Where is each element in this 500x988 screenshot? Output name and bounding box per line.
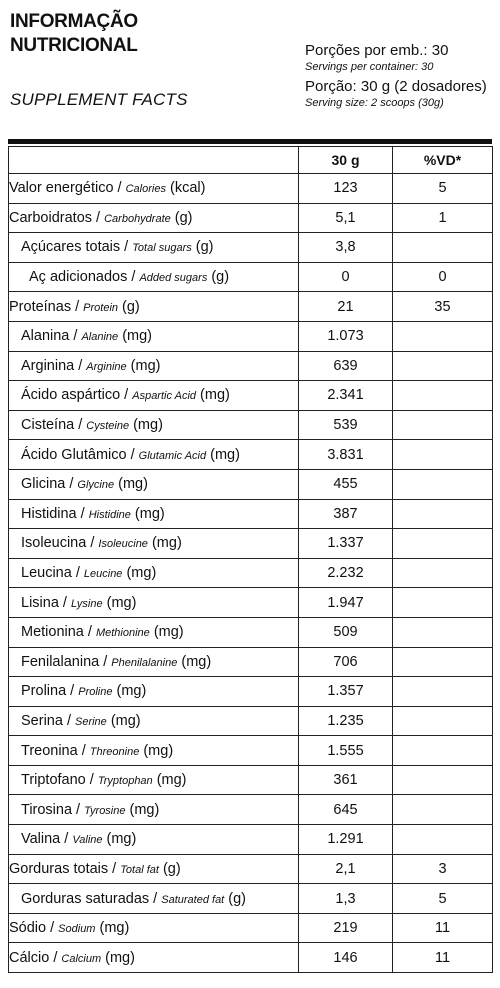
- nutrient-name-pt: Valor energético /: [9, 180, 126, 197]
- nutrient-name: [9, 943, 299, 973]
- table-row: [9, 647, 493, 677]
- nutrient-name-pt: Proteínas /: [9, 298, 84, 315]
- nutrient-name-en: Carbohydrate: [104, 212, 171, 225]
- nutrient-name-pt: Gorduras totais /: [9, 860, 121, 877]
- table-row: [9, 469, 493, 499]
- table-row: [9, 825, 493, 855]
- nutrient-name-en: Protein: [83, 301, 119, 314]
- nutrient-daily-value: 1: [393, 203, 493, 233]
- nutrient-daily-value: 11: [393, 943, 493, 973]
- nutrient-name-en: Aspartic Acid: [132, 390, 197, 403]
- nutrient-amount: 0: [299, 262, 393, 292]
- nutrient-name-pt: Ácido Glutâmico /: [21, 446, 139, 463]
- nutrient-daily-value: 0: [393, 262, 493, 292]
- table-row: [9, 558, 493, 588]
- nutrient-name: [9, 410, 299, 440]
- table-body: [9, 174, 493, 973]
- nutrient-amount: 1.073: [299, 321, 393, 351]
- nutrient-name: [9, 351, 299, 381]
- nutrient-amount: 455: [299, 469, 393, 499]
- nutrient-unit: (g): [207, 269, 230, 286]
- table-row: [9, 588, 493, 618]
- table-row: [9, 203, 493, 233]
- nutrient-unit: (mg): [129, 417, 163, 434]
- nutrient-daily-value: [393, 233, 493, 263]
- nutrient-amount: 1,3: [299, 884, 393, 914]
- nutrient-name-en: Isoleucine: [98, 538, 148, 551]
- nutrient-name-en: Glycine: [77, 479, 115, 492]
- nutrient-unit: (g): [224, 890, 246, 907]
- nutrient-name: [9, 499, 299, 529]
- nutrient-name-en: Valine: [72, 834, 103, 847]
- nutrient-name: [9, 884, 299, 914]
- servings-per-container-pt: Porções por emb.: 30: [305, 42, 449, 59]
- nutrient-name: [9, 765, 299, 795]
- table-row: [9, 262, 493, 292]
- nutrient-unit: (g): [118, 298, 140, 315]
- nutrient-name-en: Sodium: [58, 923, 96, 936]
- nutrient-amount: 146: [299, 943, 393, 973]
- nutrient-name: [9, 677, 299, 707]
- nutrient-amount: 2.341: [299, 381, 393, 411]
- nutrient-name-pt: Sódio /: [9, 920, 59, 937]
- table-row: [9, 706, 493, 736]
- nutrient-name-pt: Valina /: [21, 831, 73, 848]
- nutrient-unit: (mg): [122, 565, 157, 582]
- nutrient-unit: (mg): [101, 949, 135, 966]
- nutrient-name-pt: Lisina /: [21, 594, 71, 611]
- table-row: [9, 943, 493, 973]
- nutrient-daily-value: [393, 677, 493, 707]
- nutrient-unit: (mg): [118, 328, 153, 345]
- nutrient-name-en: Proline: [78, 686, 113, 699]
- nutrient-name-en: Histidine: [88, 508, 131, 521]
- nutrient-daily-value: [393, 588, 493, 618]
- nutrient-name-pt: Prolina /: [21, 683, 79, 700]
- nutrient-name-pt: Fenilalanina /: [21, 653, 112, 670]
- nutrient-daily-value: [393, 529, 493, 559]
- table-row: [9, 381, 493, 411]
- nutrient-name: [9, 321, 299, 351]
- nutrient-amount: 645: [299, 795, 393, 825]
- nutrient-name: [9, 262, 299, 292]
- nutrient-unit: (mg): [147, 535, 182, 552]
- nutrient-name-en: Tryptophan: [97, 775, 153, 788]
- nutrient-unit: (mg): [130, 505, 165, 522]
- nutrient-name-pt: Histidina /: [21, 505, 89, 522]
- nutrient-name: [9, 381, 299, 411]
- nutrient-name: [9, 854, 299, 884]
- nutrient-daily-value: [393, 381, 493, 411]
- nutrient-name: [9, 292, 299, 322]
- serving-size-en: Serving size: 2 scoops (30g): [305, 97, 444, 109]
- nutrient-name-pt: Açúcares totais /: [21, 239, 133, 256]
- table-row: [9, 884, 493, 914]
- nutrient-amount: 361: [299, 765, 393, 795]
- header-amount: 30 g: [299, 147, 393, 174]
- nutrient-name-en: Calories: [125, 183, 166, 196]
- nutrient-unit: (mg): [126, 357, 161, 374]
- nutrient-name-pt: Ácido aspártico /: [21, 387, 133, 404]
- nutrient-unit: (mg): [102, 594, 137, 611]
- nutrient-name: [9, 825, 299, 855]
- nutrient-daily-value: 5: [393, 174, 493, 204]
- nutrient-amount: 1.337: [299, 529, 393, 559]
- nutrient-daily-value: 3: [393, 854, 493, 884]
- nutrient-unit: (mg): [177, 653, 212, 670]
- nutrient-amount: 5,1: [299, 203, 393, 233]
- nutrient-name: [9, 529, 299, 559]
- nutrient-name-en: Glutamic Acid: [138, 449, 207, 462]
- nutrient-name-pt: Carboidratos /: [9, 209, 105, 226]
- table-row: [9, 795, 493, 825]
- nutrient-unit: (g): [158, 860, 181, 877]
- serving-info: [305, 42, 500, 114]
- nutrient-name-en: Tyrosine: [84, 804, 126, 817]
- nutrient-name-en: Lysine: [70, 597, 103, 610]
- nutrient-daily-value: [393, 469, 493, 499]
- nutrient-unit: (g): [191, 239, 214, 256]
- nutrient-daily-value: [393, 736, 493, 766]
- nutrient-amount: 3,8: [299, 233, 393, 263]
- nutrient-unit: (g): [170, 209, 193, 226]
- nutrient-name: [9, 706, 299, 736]
- nutrient-daily-value: [393, 825, 493, 855]
- nutrient-name-pt: Glicina /: [21, 476, 78, 493]
- nutrient-unit: (mg): [102, 831, 137, 848]
- nutrient-daily-value: 11: [393, 913, 493, 943]
- header-divider: [8, 139, 492, 144]
- table-row: [9, 529, 493, 559]
- nutrient-name-pt: Gorduras saturadas /: [21, 890, 162, 907]
- nutrient-amount: 706: [299, 647, 393, 677]
- nutrient-name-pt: Leucina /: [21, 565, 84, 582]
- nutrient-name: [9, 203, 299, 233]
- nutrient-name-pt: Aç adicionados /: [29, 269, 140, 286]
- nutrient-name-en: Phenilalanine: [111, 656, 178, 669]
- nutrient-daily-value: [393, 321, 493, 351]
- nutrient-amount: 1.235: [299, 706, 393, 736]
- nutrient-daily-value: 5: [393, 884, 493, 914]
- nutrient-name-en: Threonine: [89, 745, 140, 758]
- nutrient-amount: 1.357: [299, 677, 393, 707]
- nutrient-unit: (mg): [95, 920, 130, 937]
- nutrient-daily-value: [393, 351, 493, 381]
- nutrient-name-pt: Treonina /: [21, 742, 90, 759]
- nutrient-daily-value: 35: [393, 292, 493, 322]
- nutrient-name-pt: Cálcio /: [9, 949, 62, 966]
- header-nutrient-cell: [9, 147, 299, 174]
- nutrient-amount: 539: [299, 410, 393, 440]
- nutrient-name-en: Alanine: [81, 331, 119, 344]
- table-row: [9, 499, 493, 529]
- nutrient-unit: (mg): [206, 446, 240, 463]
- nutrient-name: [9, 736, 299, 766]
- table-row: [9, 174, 493, 204]
- table-row: [9, 440, 493, 470]
- nutrient-name-en: Added sugars: [139, 272, 208, 285]
- nutrient-name: [9, 558, 299, 588]
- nutrient-daily-value: [393, 410, 493, 440]
- nutrient-unit: (mg): [149, 624, 184, 641]
- nutrient-unit: (mg): [152, 772, 187, 789]
- nutrient-amount: 3.831: [299, 440, 393, 470]
- nutrient-name: [9, 617, 299, 647]
- nutrient-amount: 1.555: [299, 736, 393, 766]
- serving-size-pt: Porção: 30 g (2 dosadores): [305, 78, 487, 95]
- label-header: [0, 0, 500, 136]
- nutrient-unit: (mg): [114, 476, 148, 493]
- nutrient-amount: 509: [299, 617, 393, 647]
- nutrient-amount: 21: [299, 292, 393, 322]
- nutrient-amount: 123: [299, 174, 393, 204]
- nutrient-amount: 639: [299, 351, 393, 381]
- nutrient-name-en: Total sugars: [132, 242, 192, 255]
- nutrient-unit: (mg): [112, 683, 147, 700]
- table-row: [9, 410, 493, 440]
- nutrient-daily-value: [393, 647, 493, 677]
- nutrient-name-pt: Arginina /: [21, 357, 87, 374]
- nutrient-amount: 387: [299, 499, 393, 529]
- nutrient-daily-value: [393, 765, 493, 795]
- nutrient-daily-value: [393, 617, 493, 647]
- nutrient-name-pt: Metionina /: [21, 624, 96, 641]
- nutrient-name: [9, 795, 299, 825]
- nutrient-name: [9, 174, 299, 204]
- table-row: [9, 617, 493, 647]
- table-row: [9, 765, 493, 795]
- nutrient-daily-value: [393, 795, 493, 825]
- title-line-1: INFORMAÇÃO: [10, 11, 138, 32]
- nutrient-daily-value: [393, 706, 493, 736]
- nutrient-name-pt: Tirosina /: [21, 801, 85, 818]
- table-row: [9, 321, 493, 351]
- label-title: [10, 10, 138, 58]
- table-row: [9, 854, 493, 884]
- nutrient-name-pt: Triptofano /: [21, 772, 98, 789]
- nutrient-name-en: Methionine: [95, 627, 150, 640]
- table-row: [9, 292, 493, 322]
- servings-per-container-en: Servings per container: 30: [305, 61, 434, 73]
- label-subtitle: SUPPLEMENT FACTS: [10, 90, 188, 109]
- nutrient-name-pt: Cisteína /: [21, 417, 87, 434]
- table-row: [9, 233, 493, 263]
- header-daily-value: %VD*: [393, 147, 493, 174]
- nutrient-amount: 219: [299, 913, 393, 943]
- nutrient-unit: (mg): [139, 742, 174, 759]
- nutrient-name-en: Cysteine: [86, 420, 130, 433]
- nutrient-unit: (mg): [196, 387, 230, 404]
- table-header-row: [9, 147, 493, 174]
- nutrient-unit: (mg): [125, 801, 160, 818]
- nutrition-table: [8, 146, 493, 973]
- nutrient-name-en: Leucine: [83, 568, 123, 581]
- nutrient-name-en: Serine: [75, 715, 107, 728]
- nutrient-name-en: Calcium: [61, 952, 102, 965]
- nutrient-daily-value: [393, 440, 493, 470]
- nutrient-amount: 2.232: [299, 558, 393, 588]
- nutrient-name: [9, 588, 299, 618]
- nutrient-unit: (kcal): [165, 180, 206, 197]
- title-line-2: NUTRICIONAL: [10, 35, 138, 56]
- nutrient-name-en: Total fat: [120, 863, 159, 876]
- table-row: [9, 351, 493, 381]
- nutrient-name-en: Arginine: [86, 360, 127, 373]
- nutrient-amount: 2,1: [299, 854, 393, 884]
- table-row: [9, 736, 493, 766]
- nutrient-daily-value: [393, 558, 493, 588]
- nutrient-name-en: Saturated fat: [161, 893, 225, 906]
- nutrient-name-pt: Alanina /: [21, 328, 82, 345]
- nutrient-daily-value: [393, 499, 493, 529]
- table-row: [9, 913, 493, 943]
- footnote-cutoff: [8, 978, 492, 988]
- nutrient-name-pt: Isoleucina /: [21, 535, 99, 552]
- nutrient-name: [9, 913, 299, 943]
- nutrient-name-pt: Serina /: [21, 712, 75, 729]
- nutrient-unit: (mg): [106, 712, 141, 729]
- nutrient-name: [9, 233, 299, 263]
- nutrient-amount: 1.291: [299, 825, 393, 855]
- nutrient-name: [9, 647, 299, 677]
- nutrient-amount: 1.947: [299, 588, 393, 618]
- nutrient-name: [9, 440, 299, 470]
- table-row: [9, 677, 493, 707]
- nutrient-name: [9, 469, 299, 499]
